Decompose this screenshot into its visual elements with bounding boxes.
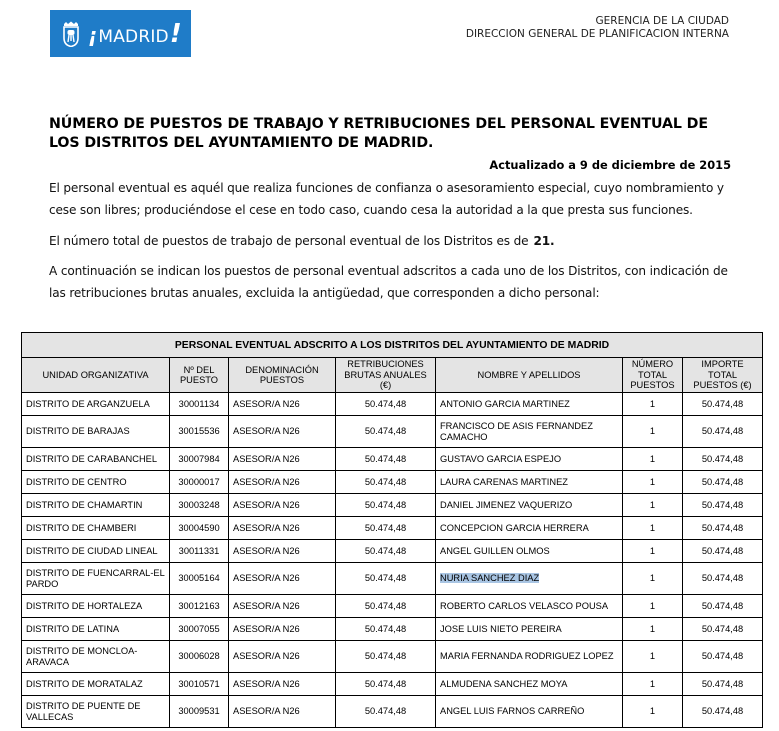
- cell-unidad: DISTRITO DE CHAMBERI: [22, 517, 170, 540]
- cell-retribuciones: 50.474,48: [336, 393, 436, 416]
- cell-retribuciones: 50.474,48: [336, 416, 436, 448]
- column-header-retribuciones: RETRIBUCIONES BRUTAS ANUALES (€): [336, 358, 436, 393]
- table-header-row: [22, 358, 763, 393]
- total-positions-count: 21.: [533, 234, 555, 248]
- cell-puesto: 30009531: [170, 696, 229, 728]
- cell-retribuciones: 50.474,48: [336, 595, 436, 618]
- cell-importe: 50.474,48: [683, 641, 763, 673]
- cell-numero: 1: [623, 641, 683, 673]
- cell-nombre: JOSE LUIS NIETO PEREIRA: [436, 618, 623, 641]
- cell-unidad: DISTRITO DE ARGANZUELA: [22, 393, 170, 416]
- table-row: [22, 494, 763, 517]
- cell-numero: 1: [623, 416, 683, 448]
- cell-denominacion: ASESOR/A N26: [229, 618, 336, 641]
- column-header-importe: IMPORTE TOTAL PUESTOS (€): [683, 358, 763, 393]
- table-row: [22, 393, 763, 416]
- cell-retribuciones: 50.474,48: [336, 673, 436, 696]
- org-line-1: GERENCIA DE LA CIUDAD: [595, 15, 729, 27]
- organization-header: [466, 15, 729, 41]
- cell-numero: 1: [623, 448, 683, 471]
- cell-numero: 1: [623, 494, 683, 517]
- table-row: [22, 471, 763, 494]
- cell-importe: 50.474,48: [683, 595, 763, 618]
- table-row: [22, 595, 763, 618]
- cell-unidad: DISTRITO DE BARAJAS: [22, 416, 170, 448]
- cell-denominacion: ASESOR/A N26: [229, 563, 336, 595]
- cell-retribuciones: 50.474,48: [336, 618, 436, 641]
- cell-denominacion: ASESOR/A N26: [229, 641, 336, 673]
- cell-retribuciones: 50.474,48: [336, 517, 436, 540]
- cell-retribuciones: 50.474,48: [336, 494, 436, 517]
- paragraph-total-text: El número total de puestos de trabajo de personal eventual de los Distritos es de: [49, 234, 529, 248]
- cell-puesto: 30006028: [170, 641, 229, 673]
- cell-unidad: DISTRITO DE FUENCARRAL-EL PARDO: [22, 563, 170, 595]
- table-row: [22, 448, 763, 471]
- cell-importe: 50.474,48: [683, 618, 763, 641]
- cell-nombre: LAURA CARENAS MARTINEZ: [436, 471, 623, 494]
- cell-retribuciones: 50.474,48: [336, 563, 436, 595]
- cell-denominacion: ASESOR/A N26: [229, 517, 336, 540]
- cell-retribuciones: 50.474,48: [336, 641, 436, 673]
- cell-puesto: 30001134: [170, 393, 229, 416]
- madrid-coat-of-arms-icon: [62, 21, 80, 47]
- cell-puesto: 30010571: [170, 673, 229, 696]
- cell-nombre: CONCEPCION GARCIA HERRERA: [436, 517, 623, 540]
- cell-puesto: 30011331: [170, 540, 229, 563]
- cell-unidad: DISTRITO DE CARABANCHEL: [22, 448, 170, 471]
- logo-text: MADRID: [98, 26, 169, 47]
- cell-numero: 1: [623, 563, 683, 595]
- table-row: [22, 416, 763, 448]
- cell-importe: 50.474,48: [683, 673, 763, 696]
- cell-numero: 1: [623, 618, 683, 641]
- cell-numero: 1: [623, 673, 683, 696]
- cell-importe: 50.474,48: [683, 494, 763, 517]
- table-row: [22, 517, 763, 540]
- cell-retribuciones: 50.474,48: [336, 540, 436, 563]
- cell-importe: 50.474,48: [683, 517, 763, 540]
- table-row: [22, 540, 763, 563]
- cell-denominacion: ASESOR/A N26: [229, 540, 336, 563]
- cell-puesto: 30012163: [170, 595, 229, 618]
- cell-nombre: ANGEL LUIS FARNOS CARREÑO: [436, 696, 623, 728]
- eventual-staff-table: [21, 332, 763, 728]
- column-header-numero: NÚMERO TOTAL PUESTOS: [623, 358, 683, 393]
- cell-nombre[interactable]: [436, 563, 623, 595]
- cell-denominacion: ASESOR/A N26: [229, 595, 336, 618]
- cell-unidad: DISTRITO DE LATINA: [22, 618, 170, 641]
- cell-puesto: 30015536: [170, 416, 229, 448]
- table-row: [22, 563, 763, 595]
- cell-importe: 50.474,48: [683, 416, 763, 448]
- table-row: [22, 618, 763, 641]
- cell-denominacion: ASESOR/A N26: [229, 393, 336, 416]
- selected-text-highlight[interactable]: NURIA SANCHEZ DIAZ: [440, 573, 540, 584]
- cell-unidad: DISTRITO DE CIUDAD LINEAL: [22, 540, 170, 563]
- updated-date: Actualizado a 9 de diciembre de 2015: [489, 158, 731, 172]
- table-row: [22, 673, 763, 696]
- column-header-puesto: Nº DEL PUESTO: [170, 358, 229, 393]
- cell-puesto: 30007055: [170, 618, 229, 641]
- cell-unidad: DISTRITO DE PUENTE DE VALLECAS: [22, 696, 170, 728]
- table-row: [22, 696, 763, 728]
- cell-unidad: DISTRITO DE MORATALAZ: [22, 673, 170, 696]
- cell-unidad: DISTRITO DE CHAMARTIN: [22, 494, 170, 517]
- cell-denominacion: ASESOR/A N26: [229, 494, 336, 517]
- cell-puesto: 30000017: [170, 471, 229, 494]
- cell-puesto: 30005164: [170, 563, 229, 595]
- paragraph-intro-table: A continuación se indican los puestos de personal eventual adscritos a cada uno de los Distritos, con indicación de las retribuciones brutas anuales, excluida la antigüedad, que corresponden a dicho personal:: [49, 264, 728, 300]
- paragraph-total: [49, 230, 739, 252]
- paragraph-definition: El personal eventual es aquél que realiza funciones de confianza o asesoramiento especial, cuyo nombramiento y cese son libres; produciéndose el cese en todo caso, cuando cesa la autoridad a la que presta sus funciones.: [49, 181, 724, 217]
- cell-nombre: ROBERTO CARLOS VELASCO POUSA: [436, 595, 623, 618]
- column-header-unidad: UNIDAD ORGANIZATIVA: [22, 358, 170, 393]
- cell-importe: 50.474,48: [683, 393, 763, 416]
- cell-numero: 1: [623, 393, 683, 416]
- cell-unidad: DISTRITO DE MONCLOA-ARAVACA: [22, 641, 170, 673]
- cell-importe: 50.474,48: [683, 696, 763, 728]
- cell-numero: 1: [623, 517, 683, 540]
- column-header-nombre: NOMBRE Y APELLIDOS: [436, 358, 623, 393]
- cell-nombre: ALMUDENA SANCHEZ MOYA: [436, 673, 623, 696]
- cell-denominacion: ASESOR/A N26: [229, 416, 336, 448]
- cell-nombre: FRANCISCO DE ASIS FERNANDEZ CAMACHO: [436, 416, 623, 448]
- cell-nombre: DANIEL JIMENEZ VAQUERIZO: [436, 494, 623, 517]
- cell-puesto: 30007984: [170, 448, 229, 471]
- cell-unidad: DISTRITO DE HORTALEZA: [22, 595, 170, 618]
- madrid-logo: [50, 10, 191, 57]
- cell-importe: 50.474,48: [683, 563, 763, 595]
- org-line-2: DIRECCION GENERAL DE PLANIFICACION INTERNA: [465, 28, 729, 40]
- cell-nombre: GUSTAVO GARCIA ESPEJO: [436, 448, 623, 471]
- logo-wordmark: ¡ MADRID !: [88, 18, 182, 49]
- cell-retribuciones: 50.474,48: [336, 696, 436, 728]
- cell-importe: 50.474,48: [683, 471, 763, 494]
- cell-nombre: MARIA FERNANDA RODRIGUEZ LOPEZ: [436, 641, 623, 673]
- cell-numero: 1: [623, 595, 683, 618]
- cell-unidad: DISTRITO DE CENTRO: [22, 471, 170, 494]
- cell-numero: 1: [623, 696, 683, 728]
- document-title: NÚMERO DE PUESTOS DE TRABAJO Y RETRIBUCIONES DEL PERSONAL EVENTUAL DE LOS DISTRITOS DEL AYUNTAMIENTO DE MADRID.: [49, 116, 708, 151]
- cell-denominacion: ASESOR/A N26: [229, 696, 336, 728]
- cell-nombre: ANTONIO GARCIA MARTINEZ: [436, 393, 623, 416]
- cell-denominacion: ASESOR/A N26: [229, 673, 336, 696]
- table-row: [22, 641, 763, 673]
- cell-nombre: ANGEL GUILLEN OLMOS: [436, 540, 623, 563]
- cell-denominacion: ASESOR/A N26: [229, 471, 336, 494]
- cell-puesto: 30004590: [170, 517, 229, 540]
- cell-numero: 1: [623, 471, 683, 494]
- cell-retribuciones: 50.474,48: [336, 448, 436, 471]
- cell-importe: 50.474,48: [683, 540, 763, 563]
- cell-numero: 1: [623, 540, 683, 563]
- cell-puesto: 30003248: [170, 494, 229, 517]
- table-caption: PERSONAL EVENTUAL ADSCRITO A LOS DISTRITOS DEL AYUNTAMIENTO DE MADRID: [22, 333, 763, 358]
- cell-importe: 50.474,48: [683, 448, 763, 471]
- cell-denominacion: ASESOR/A N26: [229, 448, 336, 471]
- column-header-denominacion: DENOMINACIÓN PUESTOS: [229, 358, 336, 393]
- cell-retribuciones: 50.474,48: [336, 471, 436, 494]
